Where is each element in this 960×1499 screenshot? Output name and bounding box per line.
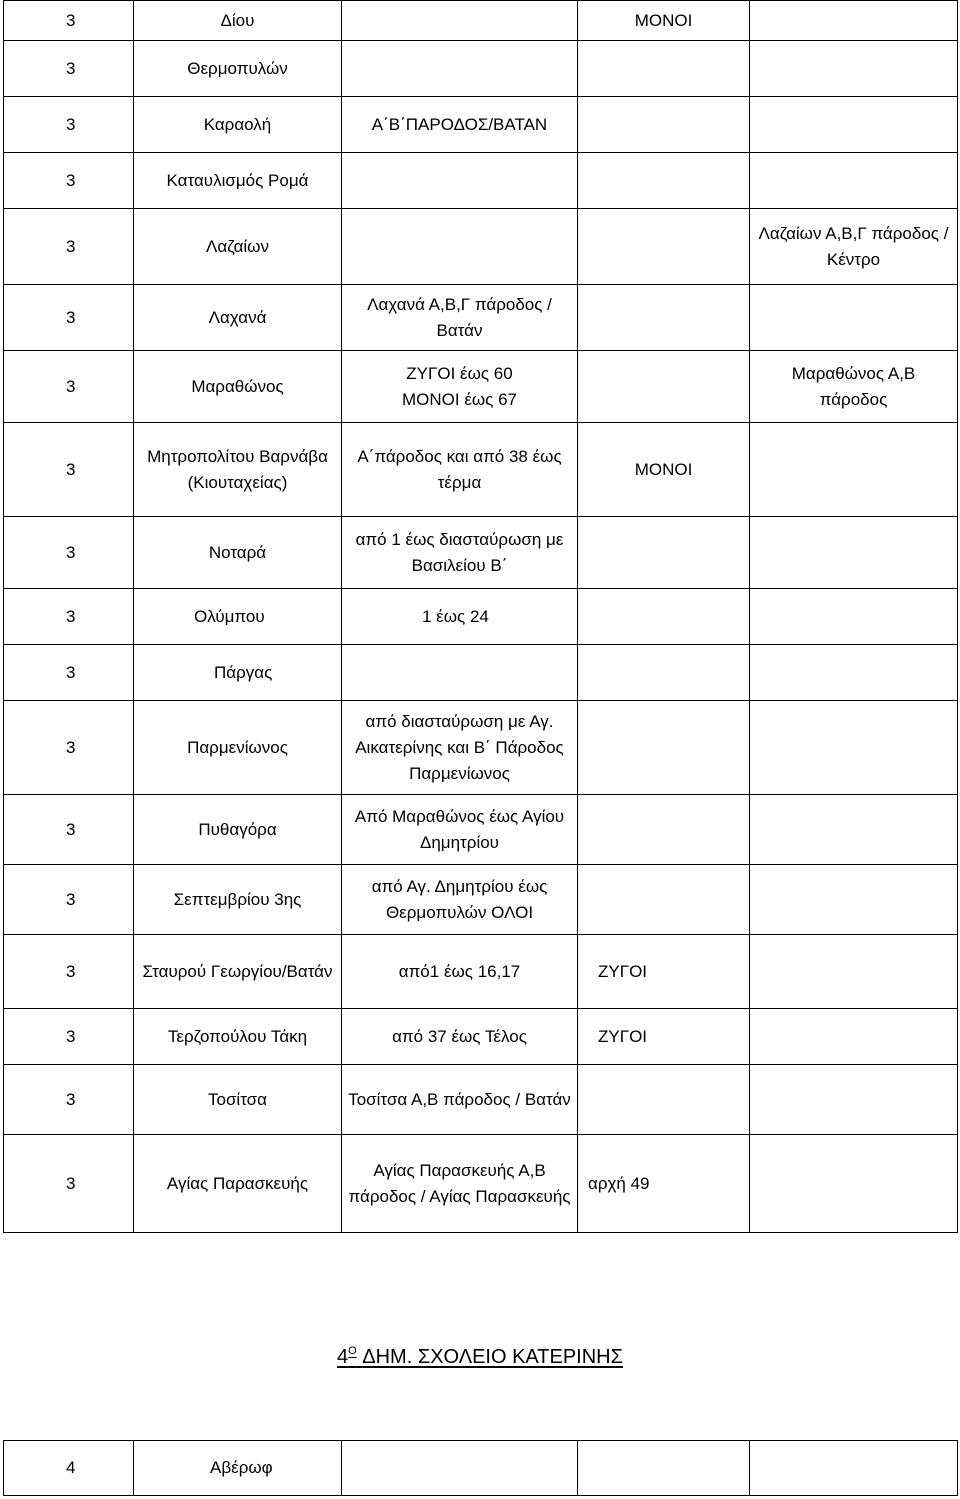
side-note: ΜΟΝΟΙ	[578, 1, 750, 41]
school-number: 3	[4, 795, 134, 865]
extra-note	[750, 1, 958, 41]
table-row	[4, 1135, 958, 1233]
table-row	[4, 645, 958, 701]
street-name: Μητροπολίτου Βαρνάβα (Κιουταχείας)	[134, 423, 342, 517]
number-range	[342, 1441, 578, 1496]
street-name: Πάργας	[134, 645, 342, 701]
side-note	[578, 701, 750, 795]
table-row	[4, 285, 958, 351]
school-number: 3	[4, 865, 134, 935]
heading-number: 4	[337, 1346, 349, 1368]
side-note	[578, 351, 750, 423]
number-range: Α΄Β΄ΠΑΡΟΔΟΣ/ΒΑΤΑΝ	[342, 97, 578, 153]
side-note	[578, 865, 750, 935]
school-streets-table	[3, 0, 958, 1233]
number-range: Από Μαραθώνος έως Αγίου Δημητρίου	[342, 795, 578, 865]
side-note	[578, 795, 750, 865]
school-number: 3	[4, 935, 134, 1009]
street-name: Μαραθώνος	[134, 351, 342, 423]
school-number: 3	[4, 153, 134, 209]
street-name: Λαζαίων	[134, 209, 342, 285]
extra-note	[750, 1441, 958, 1496]
number-range: Αγίας Παρασκευής Α,Β πάροδος / Αγίας Παρασκευής	[342, 1135, 578, 1233]
school-number: 3	[4, 1135, 134, 1233]
street-name: Θερμοπυλών	[134, 41, 342, 97]
extra-note	[750, 589, 958, 645]
side-note: ΖΥΓΟΙ	[578, 1009, 750, 1065]
number-range	[342, 645, 578, 701]
school-number: 3	[4, 1009, 134, 1065]
number-range: Λαχανά Α,Β,Γ πάροδος / Βατάν	[342, 285, 578, 351]
number-range: από Αγ. Δημητρίου έως Θερμοπυλών ΟΛΟΙ	[342, 865, 578, 935]
street-name: Πυθαγόρα	[134, 795, 342, 865]
street-name: Αγίας Παρασκευής	[134, 1135, 342, 1233]
table-row	[4, 701, 958, 795]
side-note: αρχή 49	[578, 1135, 750, 1233]
school-number: 3	[4, 209, 134, 285]
number-range: από 37 έως Τέλος	[342, 1009, 578, 1065]
table-row	[4, 865, 958, 935]
street-name: Νοταρά	[134, 517, 342, 589]
number-range: από 1 έως διασταύρωση με Βασιλείου Β΄	[342, 517, 578, 589]
table-row	[4, 935, 958, 1009]
table-row	[4, 589, 958, 645]
number-range	[342, 1, 578, 41]
number-range: 1 έως 24	[342, 589, 578, 645]
side-note: ΜΟΝΟΙ	[578, 423, 750, 517]
extra-note	[750, 97, 958, 153]
table-row	[4, 517, 958, 589]
street-name: Λαχανά	[134, 285, 342, 351]
side-note	[578, 589, 750, 645]
school-number: 3	[4, 645, 134, 701]
table-row	[4, 97, 958, 153]
table-row	[4, 1441, 958, 1496]
street-name: Καραολή	[134, 97, 342, 153]
table-row	[4, 423, 958, 517]
school-4-streets-table	[3, 1440, 958, 1496]
number-range: από1 έως 16,17	[342, 935, 578, 1009]
extra-note: Λαζαίων Α,Β,Γ πάροδος / Κέντρο	[750, 209, 958, 285]
extra-note	[750, 645, 958, 701]
school-number: 3	[4, 1065, 134, 1135]
street-name: Τερζοπούλου Τάκη	[134, 1009, 342, 1065]
school-number: 3	[4, 41, 134, 97]
extra-note	[750, 41, 958, 97]
school-number: 3	[4, 285, 134, 351]
extra-note	[750, 1135, 958, 1233]
heading-text: ΔΗΜ. ΣΧΟΛΕΙΟ ΚΑΤΕΡΙΝΗΣ	[362, 1346, 623, 1368]
extra-note: Μαραθώνος Α,Β πάροδος	[750, 351, 958, 423]
number-range	[342, 209, 578, 285]
extra-note	[750, 153, 958, 209]
table-row	[4, 153, 958, 209]
school-number: 3	[4, 1, 134, 41]
street-name: Δίου	[134, 1, 342, 41]
side-note	[578, 285, 750, 351]
side-note: ΖΥΓΟΙ	[578, 935, 750, 1009]
extra-note	[750, 423, 958, 517]
school-number: 3	[4, 701, 134, 795]
extra-note	[750, 795, 958, 865]
school-number: 3	[4, 517, 134, 589]
side-note	[578, 153, 750, 209]
extra-note	[750, 1065, 958, 1135]
number-range	[342, 153, 578, 209]
street-name: Σεπτεμβρίου 3ης	[134, 865, 342, 935]
street-name: Παρμενίωνος	[134, 701, 342, 795]
table-row	[4, 209, 958, 285]
number-range: από διασταύρωση με Αγ. Αικατερίνης και Β΄ Πάροδος Παρμενίωνος	[342, 701, 578, 795]
table-row	[4, 1, 958, 41]
street-name: Ολύμπου	[134, 589, 342, 645]
side-note	[578, 41, 750, 97]
extra-note	[750, 285, 958, 351]
side-note	[578, 1065, 750, 1135]
school-heading	[0, 1345, 960, 1369]
extra-note	[750, 865, 958, 935]
street-name: Αβέρωφ	[134, 1441, 342, 1496]
extra-note	[750, 935, 958, 1009]
extra-note	[750, 517, 958, 589]
table-row	[4, 795, 958, 865]
street-name: Καταυλισμός Ρομά	[134, 153, 342, 209]
street-name: Τοσίτσα	[134, 1065, 342, 1135]
school-number: 3	[4, 351, 134, 423]
heading-ordinal: Ο	[348, 1345, 357, 1357]
street-name: Σταυρού Γεωργίου/Βατάν	[134, 935, 342, 1009]
table-row	[4, 1009, 958, 1065]
table-row	[4, 1065, 958, 1135]
number-range: ΖΥΓΟΙ έως 60 ΜΟΝΟΙ έως 67	[342, 351, 578, 423]
side-note	[578, 517, 750, 589]
extra-note	[750, 701, 958, 795]
table-row	[4, 351, 958, 423]
table-row	[4, 41, 958, 97]
side-note	[578, 209, 750, 285]
school-number: 4	[4, 1441, 134, 1496]
number-range	[342, 41, 578, 97]
side-note	[578, 1441, 750, 1496]
number-range: Τοσίτσα Α,Β πάροδος / Βατάν	[342, 1065, 578, 1135]
school-number: 3	[4, 423, 134, 517]
school-number: 3	[4, 97, 134, 153]
extra-note	[750, 1009, 958, 1065]
school-number: 3	[4, 589, 134, 645]
side-note	[578, 645, 750, 701]
number-range: Α΄πάροδος και από 38 έως τέρμα	[342, 423, 578, 517]
side-note	[578, 97, 750, 153]
